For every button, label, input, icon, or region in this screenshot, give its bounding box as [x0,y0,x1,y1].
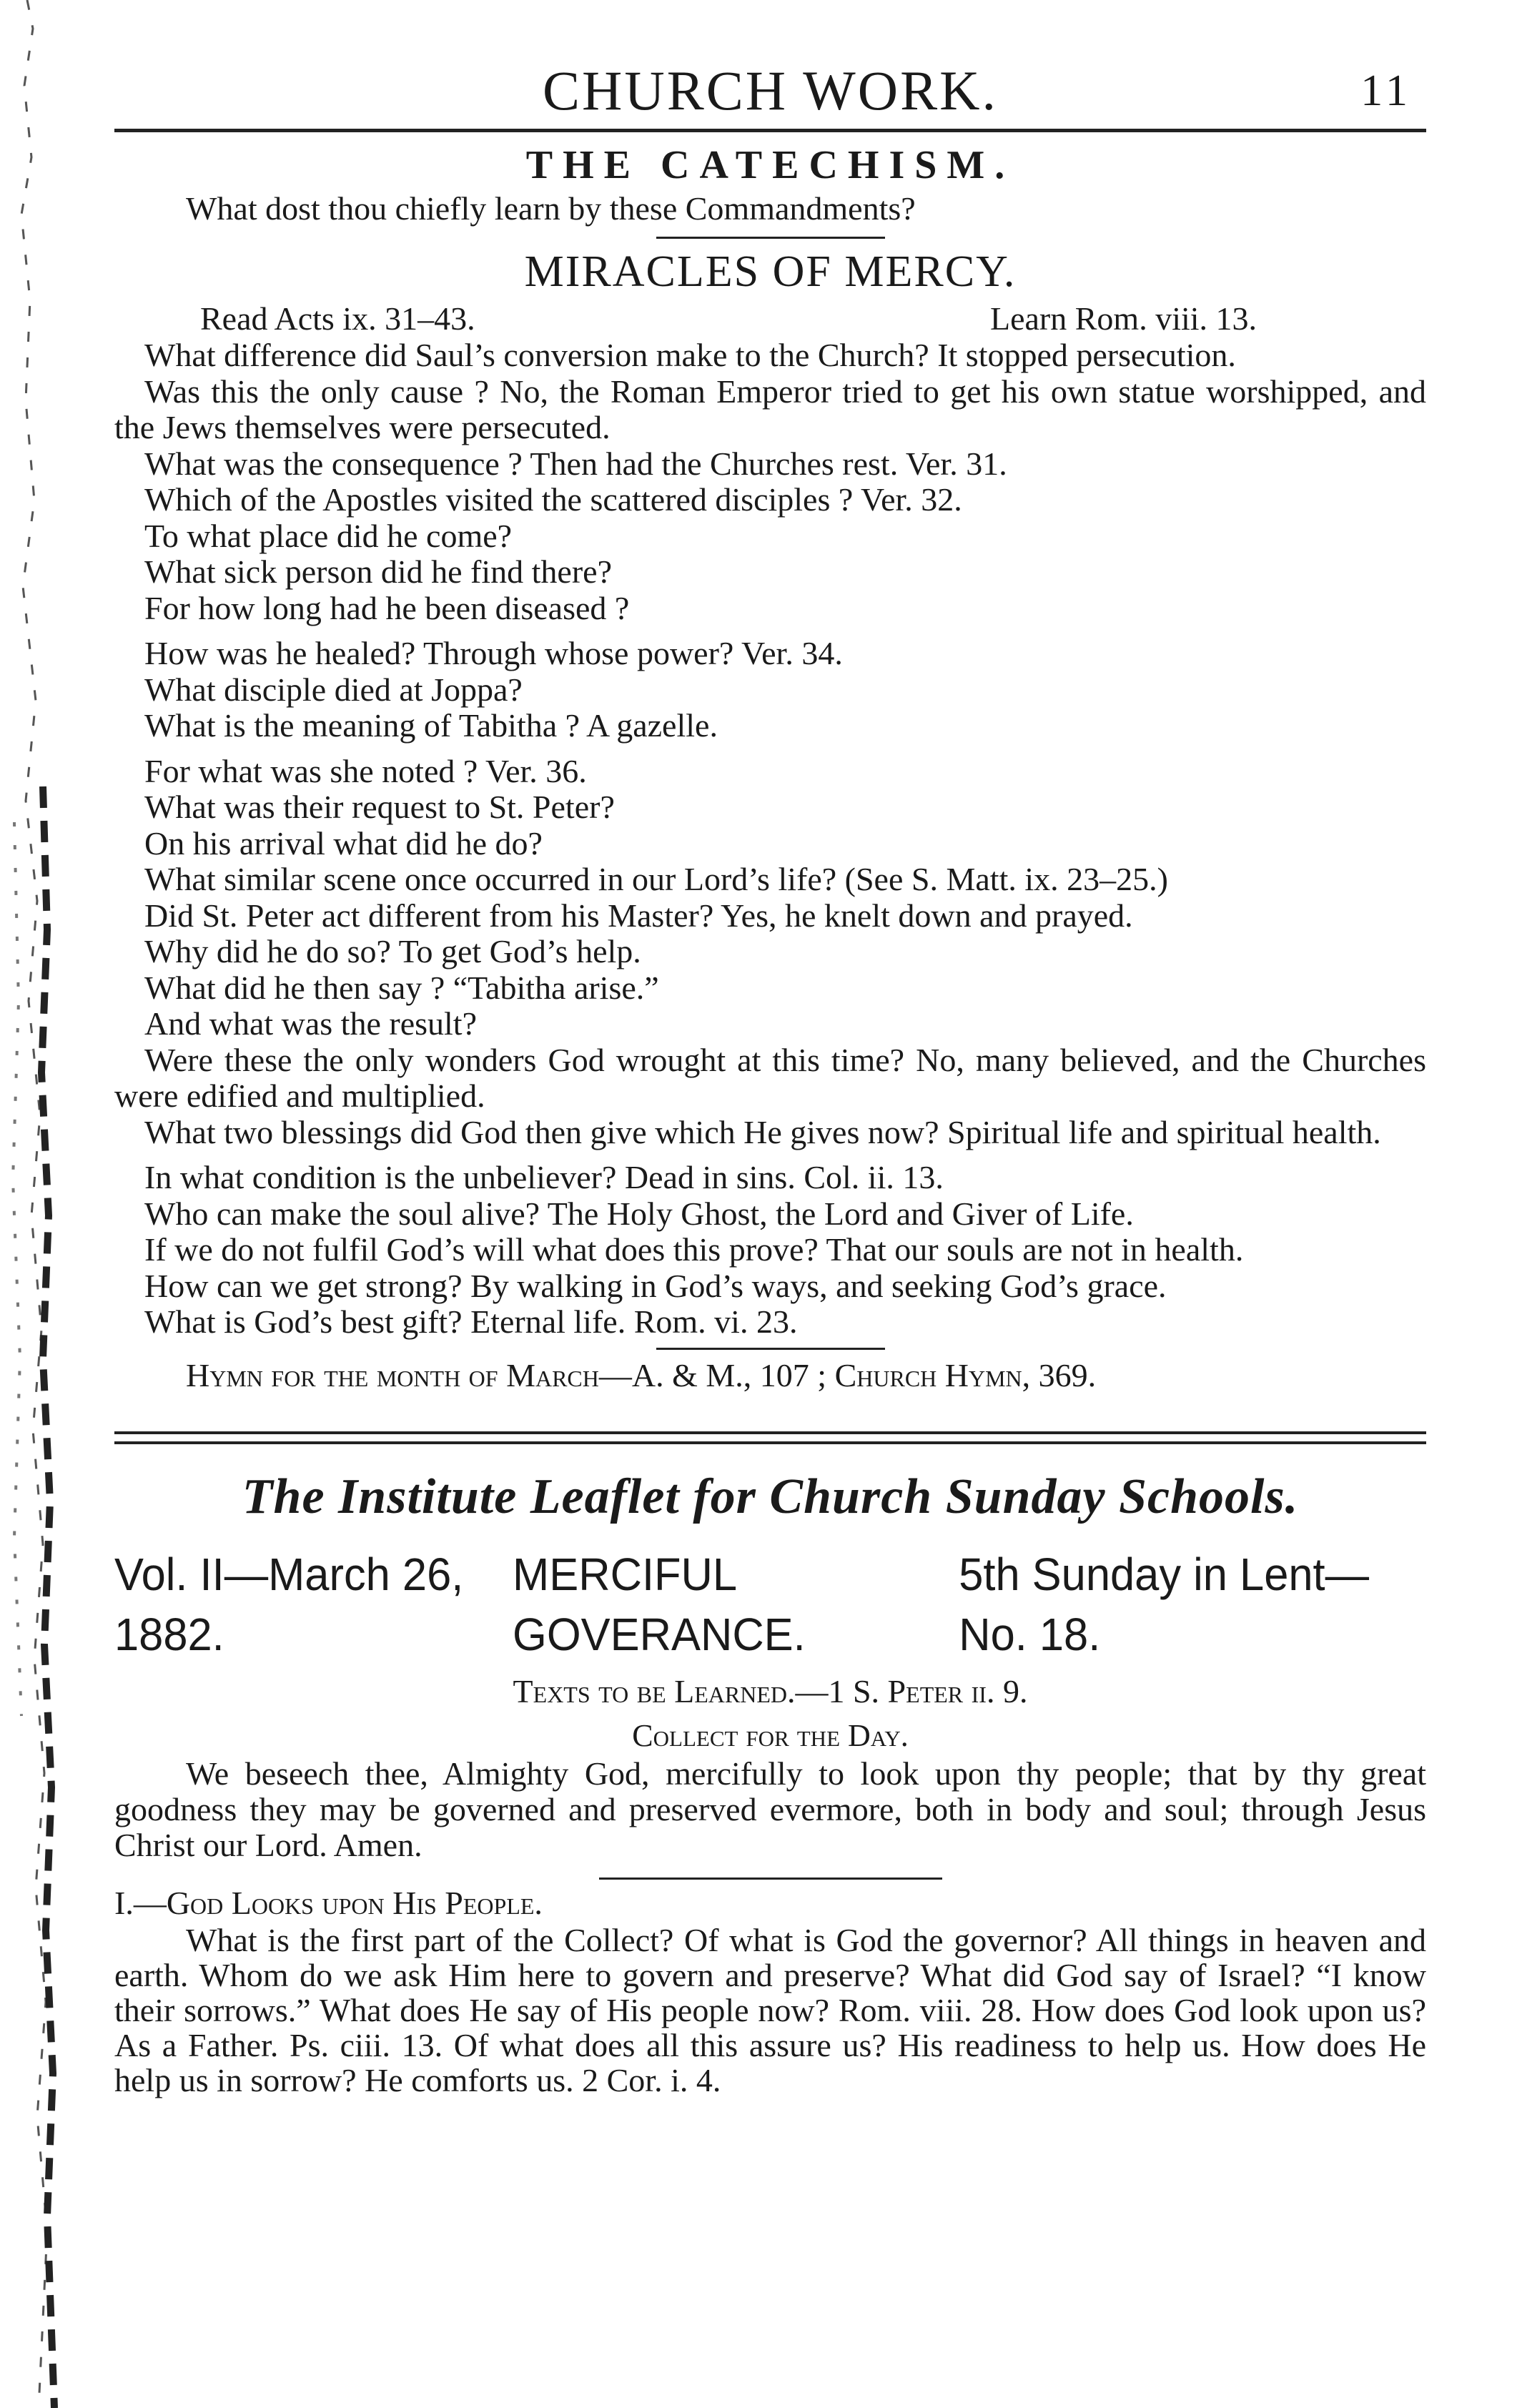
hymn-line: Hymn for the month of March—A. & M., 107 ; Church Hymn, 369. [186,1356,1097,1393]
qa-line: Did St. Peter act different from his Master? Yes, he knelt down and prayed. [144,897,1133,934]
read-reference: Read Acts ix. 31–43. [200,300,475,337]
qa-line: Were these the only wonders God wrought at this time? No, many believed, and the Churches were edified and multiplied. [114,1041,1426,1114]
qa-line: What two blessings did God then give which He gives now? Spiritual life and spiritual health. [144,1113,1381,1150]
miracles-title: MIRACLES OF MERCY. [524,247,1017,296]
qa-line: Who can make the soul alive? The Holy Ghost, the Lord and Giver of Life. [144,1195,1134,1232]
texts-to-learn: Texts to be Learned.—1 S. Peter ii. 9. [513,1672,1028,1709]
reading-assignment [114,300,1426,337]
catechism-question: What dost thou chiefly learn by these Commandments? [186,190,916,227]
page-content [114,43,1426,2098]
qa-line: Was this the only cause ? No, the Roman Emperor tried to get his own statue worshipped, and the Jews themselves were persecuted. [114,372,1426,445]
qa-line: How was he healed? Through whose power? Ver. 34. [144,635,843,671]
qa-line: What difference did Saul’s conversion make to the Church? It stopped persecution. [144,337,1236,373]
qa-line: What disciple died at Joppa? [144,671,523,708]
qa-line: For what was she noted ? Ver. 36. [144,752,587,789]
volume-line [114,1544,1425,1664]
qa-line: How can we get strong? By walking in God’s ways, and seeking God’s grace. [144,1267,1167,1304]
lesson-subject: MERCIFUL GOVERANCE. [513,1548,806,1660]
section-divider [599,1877,942,1880]
qa-line: What was their request to St. Peter? [144,789,615,825]
qa-line: To what place did he come? [144,517,513,554]
scanned-binding-edge [0,0,68,2408]
running-header [114,43,1426,129]
sunday-number: 5th Sunday in Lent—No. 18. [959,1548,1370,1660]
catechism-heading: THE CATECHISM. [525,143,1015,187]
qa-line: Why did he do so? To get God’s help. [144,933,641,969]
miracles-questions [114,337,1426,1341]
page-number: 11 [1360,66,1412,115]
qa-line: For how long had he been diseased ? [144,589,630,626]
qa-line: And what was the result? [144,1005,477,1042]
qa-line: In what condition is the unbeliever? Dead in sins. Col. ii. 13. [144,1159,944,1195]
running-title: CHURCH WORK. [543,59,998,122]
qa-line: What sick person did he find there? [144,553,612,590]
section-divider [656,1348,885,1350]
section-heading: I.—God Looks upon His People. [114,1884,543,1921]
qa-line: On his arrival what did he do? [144,824,543,862]
qa-line: What similar scene once occurred in our Lord’s life? (See S. Matt. ix. 23–25.) [144,861,1168,897]
collect-text: We beseech thee, Almighty God, mercifully to look upon thy people; that by thy great goodness they may be governed and preserved evermore, both in body and soul; through Jesus Christ our Lord. Amen. [114,1755,1426,1863]
learn-reference: Learn Rom. viii. 13. [990,300,1257,337]
qa-line: What is God’s best gift? Eternal life. Rom. vi. 23. [144,1303,798,1340]
qa-line: What was the consequence ? Then had the Churches rest. Ver. 31. [144,445,1007,482]
qa-line: If we do not fulfil God’s will what does this prove? That our souls are not in health. [144,1231,1244,1268]
header-rule [114,129,1426,132]
section-text: What is the first part of the Collect? Of what is God the governor? All things in heaven and earth. Whom do we ask Him here to govern and preserve? What did God say of Israel? “I know their sorrows.” What does He say of His people now? Rom. viii. 28. How does God look upon us? As a Father. Ps. ciii. 13. Of what does all this assure us? His readiness to help us. How does He help us in sorrow? He comforts us. 2 Cor. i. 4. [114,1921,1426,2098]
section-divider [656,237,885,239]
collect-heading: Collect for the Day. [632,1717,909,1753]
qa-line: What did he then say ? “Tabitha arise.” [144,969,659,1006]
qa-line: Which of the Apostles visited the scattered disciples ? Ver. 32. [144,481,962,518]
leaflet-title: The Institute Leaflet for Church Sunday Schools. [242,1469,1299,1524]
volume-date: Vol. II—March 26, 1882. [114,1548,464,1660]
double-rule [114,1431,1426,1444]
qa-line: What is the meaning of Tabitha ? A gazelle. [144,707,718,744]
